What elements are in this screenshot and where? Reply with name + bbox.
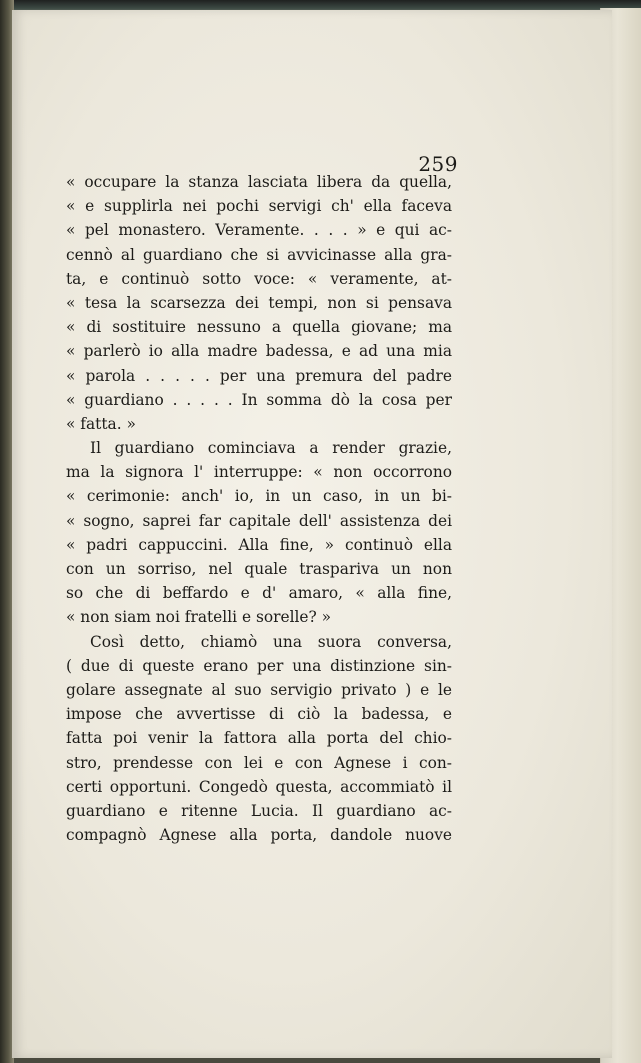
text-line: impose che avvertisse di ciò la badessa, e bbox=[66, 705, 452, 724]
text-line: ma la signora l' interruppe: « non occorrono bbox=[66, 463, 452, 482]
text-line: « non siam noi fratelli e sorelle? » bbox=[66, 608, 332, 627]
text-line: ta, e continuò sotto voce: « veramente, at- bbox=[66, 269, 452, 288]
text-line: « tesa la scarsezza dei tempi, non si pensava bbox=[66, 293, 452, 312]
page-body-text bbox=[66, 170, 452, 847]
text-line: Così detto, chiamò una suora conversa, bbox=[90, 632, 452, 651]
text-line: « parola . . . . . per una premura del padre bbox=[66, 366, 452, 385]
text-line: « parlerò io alla madre badessa, e ad una mia bbox=[66, 342, 452, 361]
text-line: fatta poi venir la fattora alla porta del chio- bbox=[66, 729, 452, 748]
text-line: « cerimonie: anch' io, in un caso, in un bi- bbox=[66, 487, 452, 506]
text-line: « sogno, saprei far capitale dell' assistenza dei bbox=[66, 511, 452, 530]
text-line: compagnò Agnese alla porta, dandole nuove bbox=[66, 826, 452, 845]
text-line: « e supplirla nei pochi servigi ch' ella faceva bbox=[66, 197, 452, 216]
text-line: « di sostituire nessuno a quella giovane; ma bbox=[66, 318, 452, 337]
text-line: certi opportuni. Congedò questa, accommiatò il bbox=[66, 777, 452, 796]
text-line: so che di beffardo e d' amaro, « alla fine, bbox=[66, 584, 452, 603]
text-line: con un sorriso, nel quale traspariva un non bbox=[66, 560, 452, 578]
text-line: stro, prendesse con lei e con Agnese i con- bbox=[66, 753, 452, 772]
text-line: « guardiano . . . . . In somma dò la cosa per bbox=[66, 390, 452, 409]
text-line: « fatta. » bbox=[66, 414, 136, 433]
page-number: 259 bbox=[418, 152, 458, 176]
text-line: golare assegnate al suo servigio privato ) e le bbox=[66, 680, 452, 699]
text-line: ( due di queste erano per una distinzione sin- bbox=[66, 656, 452, 675]
text-line: Il guardiano cominciava a render grazie, bbox=[90, 439, 452, 458]
text-line: guardiano e ritenne Lucia. Il guardiano ac- bbox=[66, 801, 452, 820]
text-line: cennò al guardiano che si avvicinasse alla gra- bbox=[66, 245, 452, 264]
text-line: « padri cappuccini. Alla fine, » continuò ella bbox=[66, 535, 452, 554]
text-line: « pel monastero. Veramente. . . . » e qui ac- bbox=[66, 221, 452, 240]
text-line: « occupare la stanza lasciata libera da quella, bbox=[66, 173, 452, 191]
